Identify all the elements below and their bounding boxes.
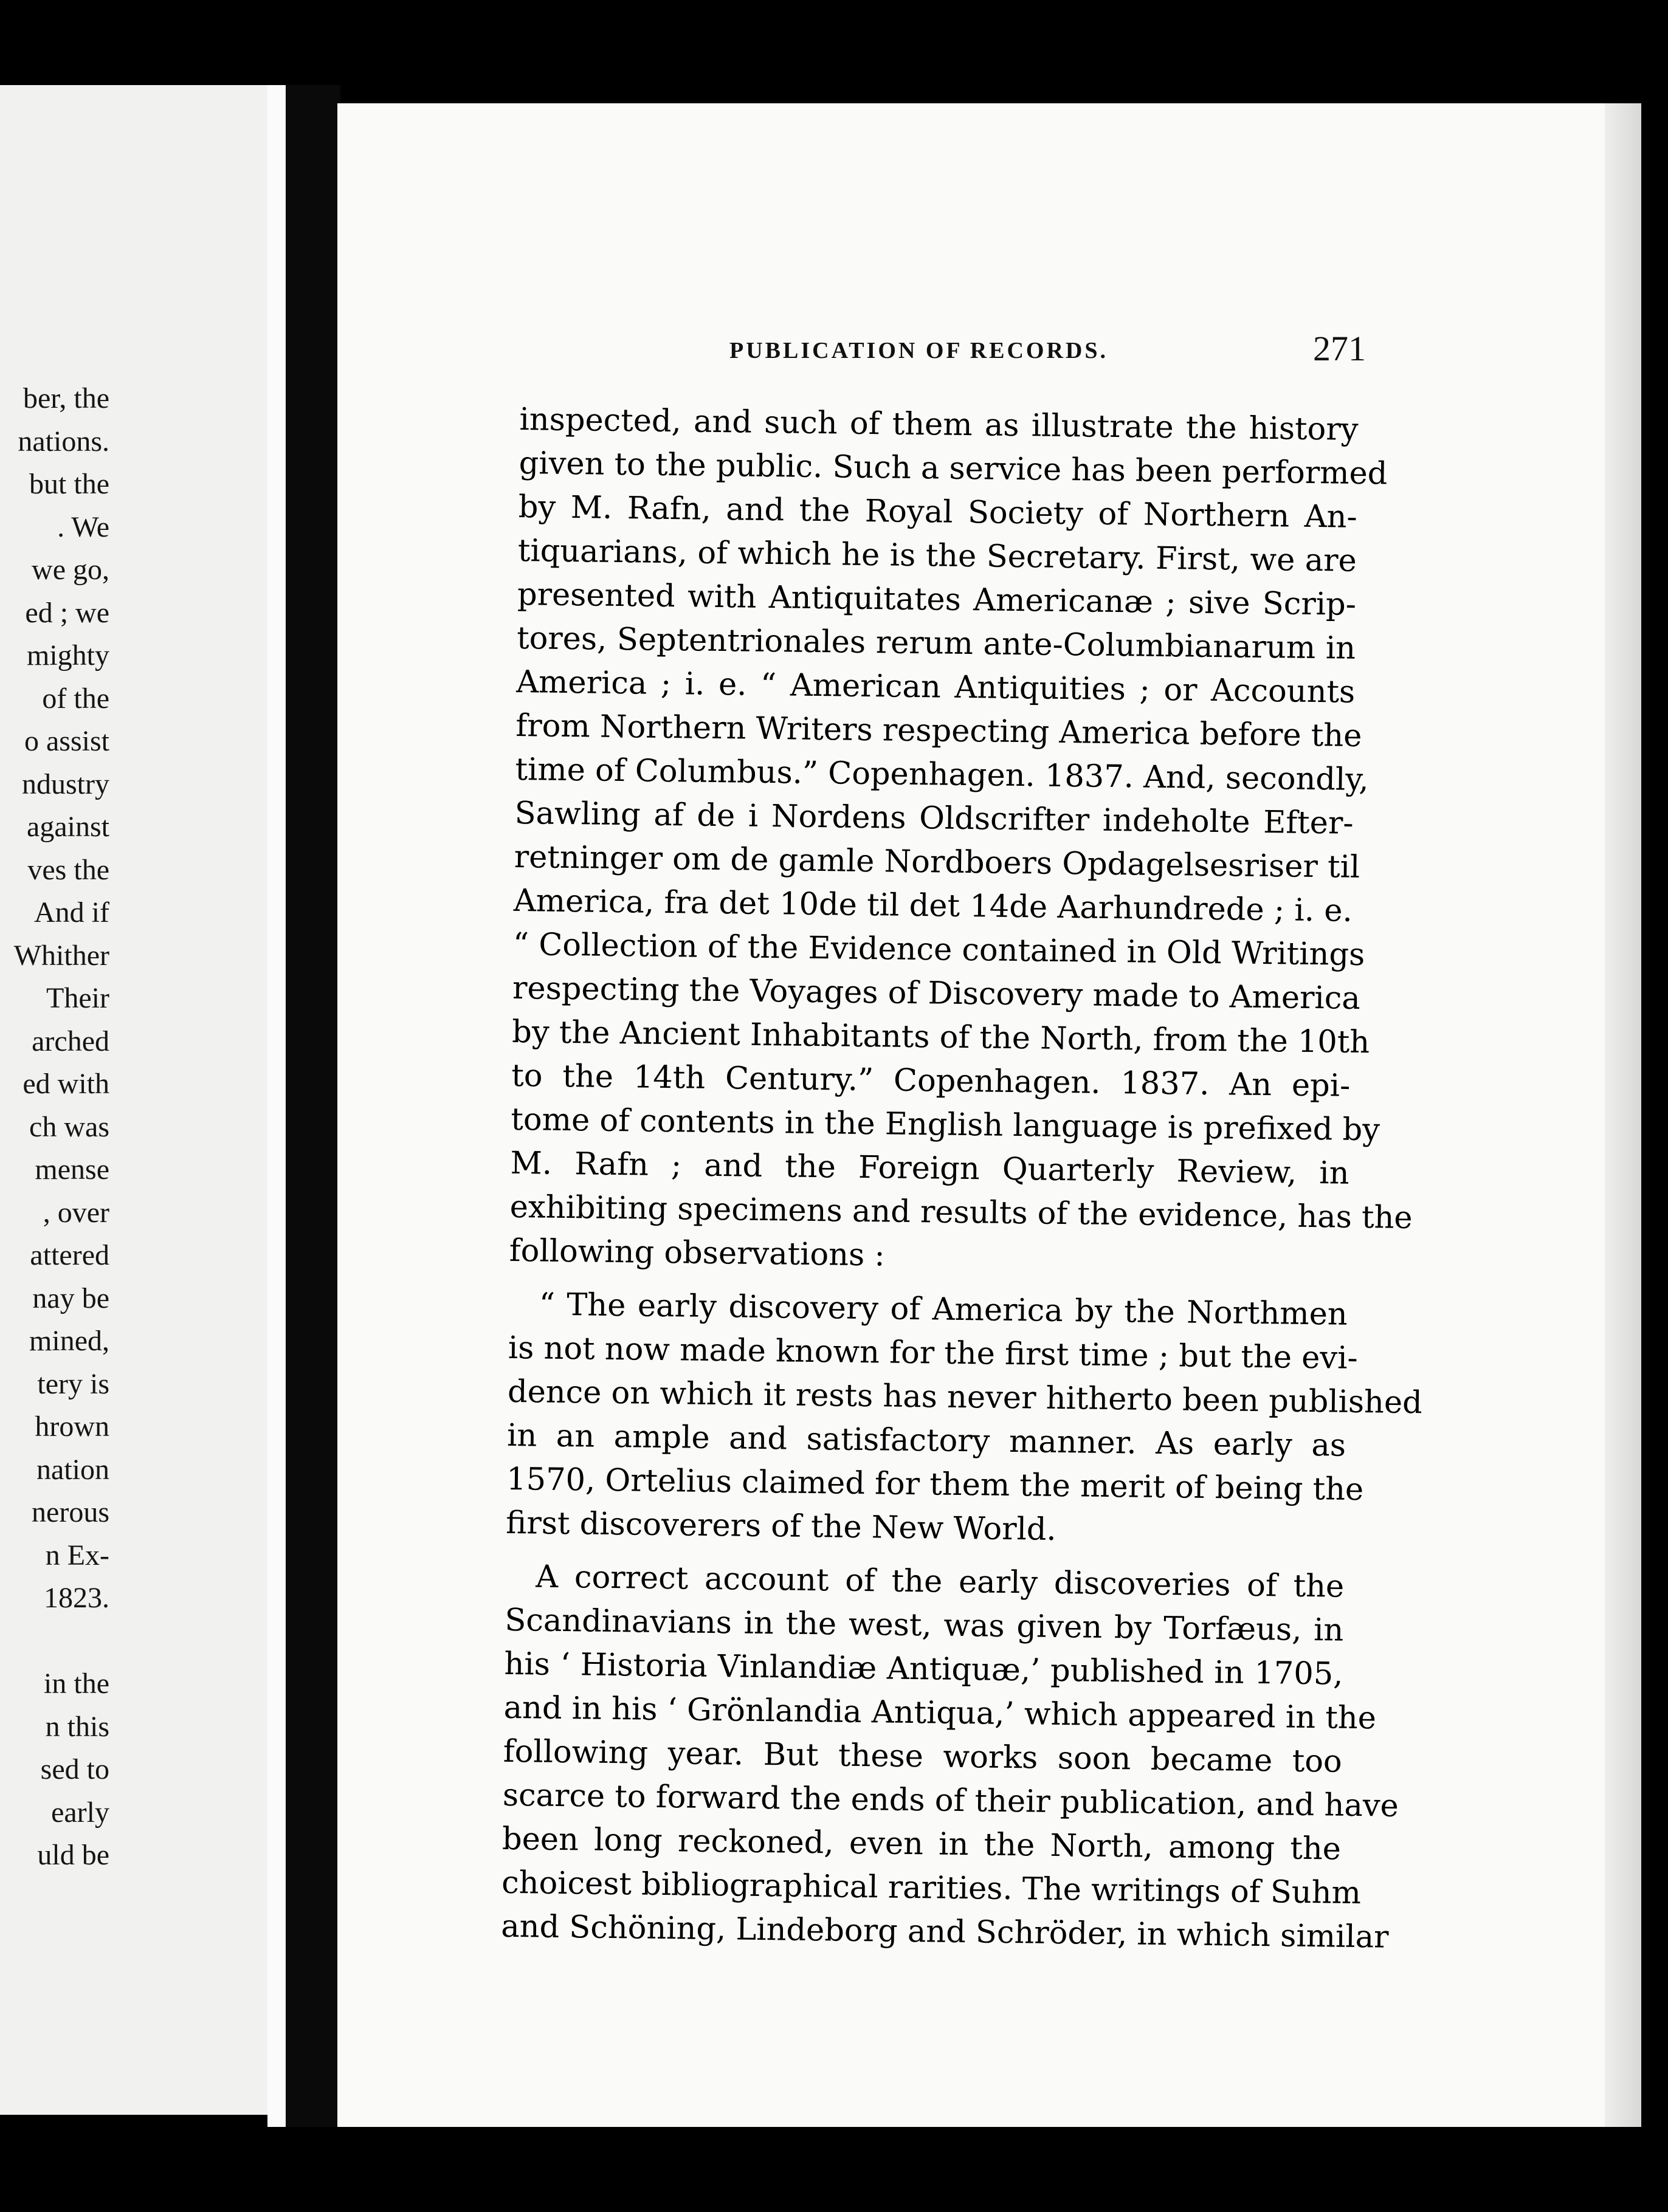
left-page-line-fragment: Their [46, 982, 109, 1014]
body-text-line: “ The early discovery of America by the Northmen [539, 1286, 1348, 1333]
left-page-line-fragment: attered [30, 1239, 109, 1271]
left-page-line-fragment: ber, the [22, 382, 109, 414]
body-text-line: by M. Rafn, and the Royal Society of Northern An- [518, 489, 1358, 535]
body-text-line: 1570, Ortelius claimed for them the merit of being the [506, 1461, 1364, 1508]
running-head: PUBLICATION OF RECORDS. [729, 338, 1108, 363]
body-text-line: America ; i. e. “ American Antiquities ; or Accounts [515, 664, 1356, 710]
left-page-line-fragment: n this [45, 1710, 109, 1743]
body-text-line: is not now made known for the first time ; but the evi- [508, 1330, 1359, 1376]
left-page-line-fragment: ed ; we [25, 596, 109, 629]
body-text-line: M. Rafn ; and the Foreign Quarterly Review, in [510, 1145, 1349, 1192]
left-page-line-fragment: . We [57, 510, 109, 543]
page-number: 271 [1313, 329, 1366, 368]
left-page-line-fragment: nerous [32, 1496, 109, 1528]
body-text-line: inspected, and such of them as illustrate the history [519, 401, 1359, 448]
left-page-line-fragment: n Ex- [45, 1539, 109, 1571]
body-text-line: and in his ‘ Grönlandia Antiqua,’ which appeared in the [503, 1689, 1377, 1737]
left-page-line-fragment: but the [29, 468, 109, 500]
body-text-line: given to the public. Such a service has been performed [519, 445, 1388, 492]
body-text-line: tores, Septentrionales rerum ante-Columbianarum in [516, 620, 1356, 667]
body-text [500, 398, 1423, 1960]
body-text-line: choicest bibliographical rarities. The writings of Suhm [501, 1864, 1362, 1912]
body-text-line: time of Columbus.” Copenhagen. 1837. And, secondly, [515, 751, 1369, 799]
left-page-line-fragment: ed with [22, 1068, 109, 1100]
body-text-line: following year. But these works soon became too [503, 1733, 1343, 1780]
left-page-line-fragment: early [51, 1796, 109, 1829]
left-page-line-fragment: ndustry [22, 768, 109, 800]
left-page-line-fragment: arched [32, 1025, 109, 1057]
left-page-line-fragment: hrown [35, 1410, 109, 1443]
body-text-line: from Northern Writers respecting America before the [515, 707, 1362, 754]
left-page-line-fragment: nation [36, 1453, 109, 1486]
left-page-line-fragment: sed to [40, 1753, 109, 1785]
left-page-line-fragment: nay be [32, 1282, 109, 1314]
body-text-line: America, fra det 10de til det 14de Aarhundrede ; i. e. [513, 882, 1353, 929]
left-page-line-fragment: tery is [37, 1367, 109, 1400]
body-text-line: presented with Antiquitates Americanæ ; sive Scrip- [517, 576, 1357, 623]
left-page-line-fragment: mined, [29, 1325, 109, 1357]
left-page-line-fragment: 1823. [44, 1582, 109, 1614]
left-page-line-fragment: ch was [29, 1110, 109, 1143]
body-text-line: and Schöning, Lindeborg and Schröder, in which similar [500, 1908, 1389, 1956]
left-page-line-fragment: uld be [37, 1839, 109, 1871]
body-text-line: respecting the Voyages of Discovery made to America [512, 970, 1361, 1017]
left-page-line-fragment: ves the [27, 853, 109, 886]
left-page-line-fragment: mighty [26, 639, 109, 672]
left-page-line-fragment: in the [44, 1668, 109, 1700]
body-text-line: retninger om de gamle Nordboers Opdagelsesriser til [514, 839, 1360, 885]
body-text-line: his ‘ Historia Vinlandiæ Antiquæ,’ published in 1705, [504, 1646, 1343, 1692]
page-edge-shadow [1605, 103, 1641, 2127]
body-text-line: A correct account of the early discoveries of the [535, 1559, 1345, 1605]
left-page-line-fragment: And if [34, 896, 109, 929]
body-text-line: in an ample and satisfactory manner. As early as [506, 1417, 1346, 1464]
right-page [337, 103, 1632, 2127]
body-text-line: dence on which it rests has never hitherto been published [507, 1373, 1423, 1421]
body-text-line: Sawling af de i Nordens Oldscrifter indeholte Efter- [514, 795, 1354, 842]
left-page-line-fragment: we go, [32, 554, 109, 586]
body-text-line: “ Collection of the Evidence contained in Old Writings [512, 926, 1365, 974]
left-page-line-fragment: , over [43, 1196, 109, 1229]
body-text-line: following observations : [509, 1232, 885, 1274]
body-text-line: tome of contents in the English language is prefixed by [511, 1101, 1380, 1149]
body-text-line: Scandinavians in the west, was given by Torfæus, in [505, 1602, 1344, 1649]
left-page-line-fragment: o assist [24, 725, 109, 757]
body-text-line: first discoverers of the New World. [506, 1505, 1057, 1548]
body-text-line: exhibiting specimens and results of the evidence, has the [509, 1189, 1413, 1237]
body-text-line: scarce to forward the ends of their publication, and have [502, 1777, 1399, 1824]
left-page-line-fragment: Whither [13, 939, 109, 972]
body-text-line: tiquarians, of which he is the Secretary. First, we are [517, 532, 1357, 579]
left-page-line-fragment: of the [42, 682, 109, 715]
left-page [0, 85, 274, 2115]
book-gutter [286, 85, 340, 2127]
body-text-line: to the 14th Century.” Copenhagen. 1837. An epi- [511, 1057, 1351, 1104]
body-text-line: been long reckoned, even in the North, among the [501, 1821, 1342, 1867]
left-page-line-fragment: nations. [18, 425, 109, 458]
left-page-line-fragment: against [27, 811, 109, 843]
left-page-line-fragment: mense [35, 1153, 109, 1186]
body-text-line: by the Ancient Inhabitants of the North, from the 10th [511, 1014, 1370, 1061]
